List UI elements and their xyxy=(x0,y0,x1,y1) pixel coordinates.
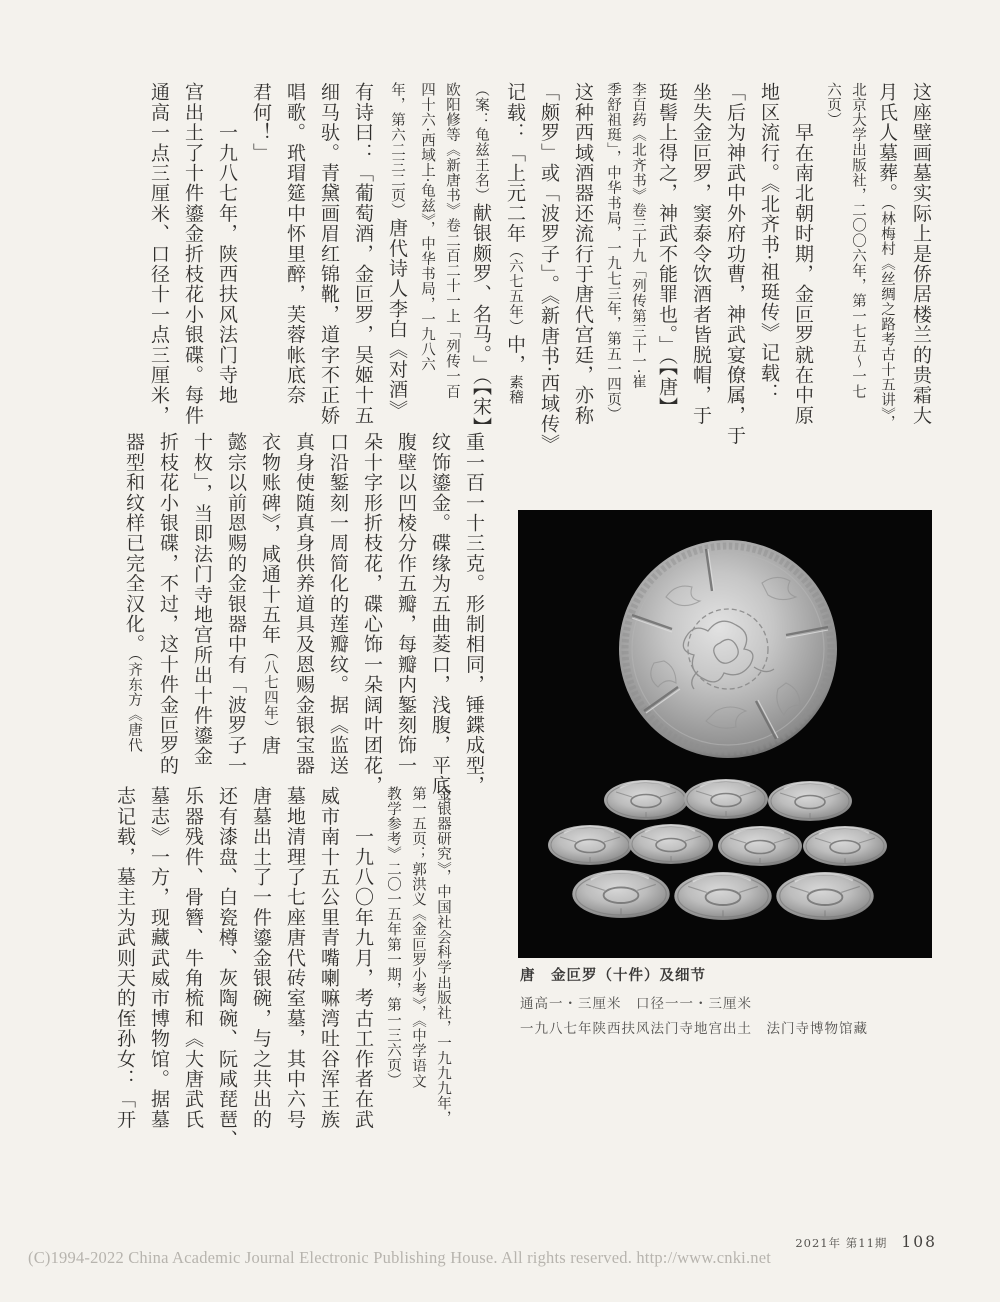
text-column: 墓地清理了七座唐代砖室墓，其中六号 xyxy=(284,786,306,1130)
text-column: 这座壁画墓实际上是侨居楼兰的贵霜大 xyxy=(910,82,932,426)
text-column: 教学参考》二〇一五年第一期，第一三六页） xyxy=(385,786,401,1088)
text-column: 季舒祖珽」，中华书局，一九七三年，第五一四页） xyxy=(605,82,621,423)
silver-dishes-photo xyxy=(518,510,932,958)
text-column: 有诗曰：「葡萄酒，金叵罗，吴姬十五 xyxy=(352,82,374,426)
text-column: 六页） xyxy=(825,82,841,128)
text-column: 珽髻上得之，神武不能罪也。」（【唐】 xyxy=(656,82,678,418)
text-column: 年，第六二三二页）唐代诗人李白《对酒》 xyxy=(386,82,408,420)
figure-caption xyxy=(520,964,940,1042)
text-column: 「颇罗」或「波罗子」。《新唐书·西域传》 xyxy=(538,82,560,455)
text-column: 重一百一十三克。形制相同，锤鍱成型， xyxy=(463,432,485,796)
text-column: 细马驮。青黛画眉红锦靴，道字不正娇 xyxy=(318,82,340,426)
text-column: 一九八〇年九月，考古工作者在武 xyxy=(352,786,374,1130)
text-column: 唐墓出土了一件鎏金银碗，与之共出的 xyxy=(250,786,272,1130)
text-column: 第一五页；郭洪义《金叵罗小考》，《中学语文 xyxy=(410,786,426,1089)
text-column: （案：龟兹王名）献银颇罗、名马。」（【宋】 xyxy=(470,82,492,437)
text-column: 坐失金叵罗，窦泰令饮酒者皆脱帽，于 xyxy=(690,82,712,426)
text-column: 四十六·西域上·龟兹》，中华书局，一九八六 xyxy=(419,82,435,373)
text-column: 早在南北朝时期，金叵罗就在中原 xyxy=(792,82,814,426)
figure-caption-title: 唐 金叵罗（十件）及细节 xyxy=(520,968,706,984)
text-column: 「后为神武中外府功曹，神武宴僚属，于 xyxy=(724,82,746,446)
text-column: 李百药《北齐书》卷三十九「列传第三十一·崔 xyxy=(630,82,646,390)
text-column: 衣物账碑》，咸通十五年（八七四年）唐 xyxy=(259,432,281,756)
text-column: 这种西域酒器还流行于唐代宫廷，亦称 xyxy=(572,82,594,426)
text-column: 懿宗以前恩赐的金银器中有「波罗子一 xyxy=(225,432,247,776)
text-column: 欧阳修等《新唐书》卷二百二十一上「列传一百 xyxy=(444,82,460,400)
text-column: 纹饰鎏金。碟缘为五曲菱口，浅腹，平底。 xyxy=(429,432,451,816)
text-column: 威市南十五公里青嘴喇嘛湾吐谷浑王族 xyxy=(318,786,340,1130)
text-column: 一九八七年，陕西扶风法门寺地 xyxy=(216,82,238,406)
text-column: 腹壁以凹棱分作五瓣，每瓣内錾刻饰一 xyxy=(395,432,417,776)
text-column: 志记载，墓主为武则天的侄孙女：「开 xyxy=(114,786,136,1130)
text-column: 唱歌。玳瑁筵中怀里醉，芙蓉帐底奈 xyxy=(284,82,306,406)
text-column: 口沿錾刻一周简化的莲瓣纹。据《监送 xyxy=(327,432,349,776)
text-column: 朵十字形折枝花，碟心饰一朵阔叶团花， xyxy=(361,432,383,796)
text-column: 金银器研究》，中国社会科学出版社，一九九九年， xyxy=(435,786,451,1127)
text-column: 还有漆盘、白瓷樽、灰陶碗、阮咸琵琶、 xyxy=(216,786,238,1150)
text-column: 通高一点三厘米、口径十一点三厘米， xyxy=(148,82,170,426)
copyright-line: (C)1994-2022 China Academic Journal Electronic Publishing House. All rights reserved. http://www.cnki.net xyxy=(28,1248,772,1267)
text-column: 北京大学出版社，二〇〇六年，第一七五～一七 xyxy=(850,82,866,400)
figure-photo xyxy=(518,510,932,958)
text-column: 真身使随真身供养道具及恩赐金银宝器 xyxy=(293,432,315,776)
text-band-top xyxy=(142,82,938,455)
large-dish xyxy=(619,540,837,758)
page-number: 108 xyxy=(901,1233,937,1251)
text-band-middle xyxy=(117,432,491,816)
text-column: 折枝花小银碟，不过，这十件金叵罗的 xyxy=(157,432,179,776)
text-column: 器型和纹样已完全汉化。（齐东方《唐代 xyxy=(123,432,145,753)
text-column: 墓志》一方，现藏武威市博物馆。据墓 xyxy=(148,786,170,1130)
text-column: 十枚」，当即法门寺地宫所出十件鎏金 xyxy=(191,432,213,766)
issue-label: 2021年 第11期 xyxy=(795,1236,888,1250)
figure-caption-dimensions: 通高一・三厘米 口径一一・三厘米 xyxy=(520,996,752,1011)
text-column: 月氏人墓葬。（林梅村《丝绸之路考古十五讲》， xyxy=(876,82,898,431)
text-column: 记载：「上元二年（六七五年）中，素稽 xyxy=(504,82,526,405)
text-column: 君何！」 xyxy=(250,82,272,163)
text-band-bottom xyxy=(108,786,455,1150)
figure-caption-provenance: 一九八七年陕西扶风法门寺地宫出土 法门寺博物馆藏 xyxy=(520,1021,868,1036)
text-column: 宫出土了十件鎏金折枝花小银碟。每件 xyxy=(182,82,204,426)
text-column: 地区流行。《北齐书·祖珽传》记载： xyxy=(758,82,780,403)
text-column: 乐器残件、骨簪、牛角梳和《大唐武氏 xyxy=(182,786,204,1130)
